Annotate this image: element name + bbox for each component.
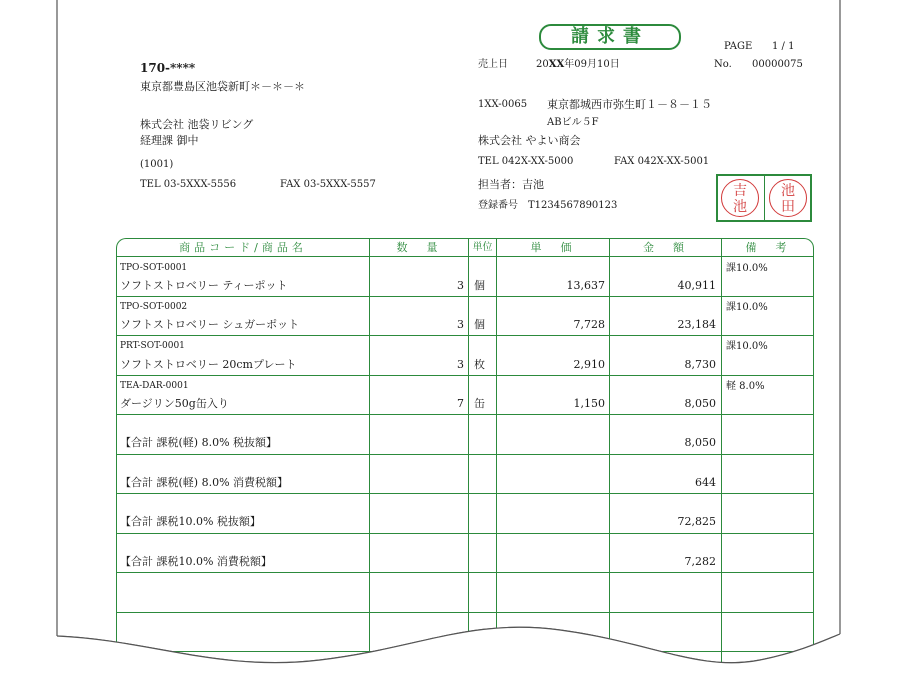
col-divider-note [721, 238, 722, 682]
header-note: 備 考 [745, 241, 791, 254]
sender-registration: 登録番号 T1234567890123 [478, 200, 618, 211]
recipient-tel: TEL 03-5XXX-5556 [140, 179, 237, 190]
row-divider [116, 296, 814, 297]
total-label: 【合計 課税(軽) 8.0% 消費税額】 [120, 476, 289, 489]
invoice-no: 00000075 [752, 59, 803, 70]
item-price: 13,637 [566, 279, 605, 292]
item-unit: 個 [474, 318, 485, 331]
document-title: 請求書 [539, 24, 681, 50]
sale-date-suffix: 年09月10日 [564, 59, 620, 70]
item-code: TPO-SOT-0001 [120, 263, 188, 273]
item-name: ソフトストロベリー 20cmプレート [120, 358, 297, 371]
item-amount: 40,911 [677, 279, 716, 292]
item-price: 2,910 [573, 358, 605, 371]
seal-divider [764, 176, 765, 220]
header-divider [116, 256, 814, 257]
item-name: ソフトストロベリー ティーポット [120, 279, 288, 292]
seal-right [769, 179, 807, 217]
header-qty: 数 量 [396, 241, 442, 254]
item-unit: 缶 [474, 397, 485, 410]
seal-left-char-2: 池 [733, 199, 747, 215]
item-code: TPO-SOT-0002 [120, 302, 188, 312]
recipient-department: 経理課 御中 [140, 134, 199, 147]
item-note: 軽 8.0% [726, 381, 765, 392]
item-note: 課10.0% [726, 341, 768, 352]
row-divider [116, 612, 814, 613]
row-divider [116, 493, 814, 494]
recipient-fax: FAX 03-5XXX-5557 [280, 179, 376, 190]
recipient-company: 株式会社 池袋リビング [140, 118, 254, 131]
row-divider [116, 651, 814, 652]
item-code: TEA-DAR-0001 [120, 381, 189, 391]
sender-address: 東京都城西市弥生町１－８－１５ [547, 98, 712, 111]
item-name: ソフトストロベリー シュガーポット [120, 318, 300, 331]
item-note: 課10.0% [726, 263, 768, 274]
sale-date [536, 58, 620, 71]
item-note: 課10.0% [726, 302, 768, 313]
total-amount: 644 [695, 476, 716, 489]
item-unit: 枚 [474, 358, 485, 371]
header-amount: 金 額 [643, 241, 688, 254]
row-divider [116, 454, 814, 455]
item-qty: 3 [457, 318, 464, 331]
sender-building: ABビル５F [547, 117, 599, 128]
item-amount: 8,050 [684, 397, 716, 410]
item-amount: 23,184 [677, 318, 716, 331]
total-amount: 7,282 [684, 555, 716, 568]
item-price: 1,150 [573, 397, 605, 410]
recipient-address: 東京都豊島区池袋新町＊－＊－＊ [140, 80, 305, 93]
item-qty: 3 [457, 279, 464, 292]
seal-right-char-2: 田 [781, 199, 795, 215]
row-divider [116, 533, 814, 534]
header-product: 商品コード/商品名 [179, 241, 307, 254]
sender-fax: FAX 042X-XX-5001 [614, 156, 710, 167]
total-label: 【合計 課税10.0% 消費税額】 [120, 555, 272, 568]
item-price: 7,728 [573, 318, 605, 331]
total-amount: 8,050 [684, 436, 716, 449]
page-label: PAGE [724, 41, 753, 52]
row-divider [116, 335, 814, 336]
seal-left-char-1: 吉 [733, 183, 747, 199]
item-code: PRT-SOT-0001 [120, 341, 185, 351]
seal-right-char-1: 池 [781, 183, 795, 199]
sender-tel: TEL 042X-XX-5000 [478, 156, 574, 167]
sale-date-prefix: 20 [536, 59, 549, 70]
sale-date-label: 売上日 [478, 59, 508, 70]
item-qty: 3 [457, 358, 464, 371]
invoice-no-label: No. [714, 59, 732, 70]
total-label: 【合計 課税(軽) 8.0% 税抜額】 [120, 436, 278, 449]
header-unit: 単位 [472, 242, 493, 253]
row-divider [116, 414, 814, 415]
seal-left [721, 179, 759, 217]
item-unit: 個 [474, 279, 485, 292]
item-name: ダージリン50g缶入り [120, 397, 229, 410]
recipient-postal: 170-**** [140, 61, 196, 75]
header-price: 単 価 [530, 241, 576, 254]
sender-staff: 担当者：吉池 [478, 178, 544, 191]
item-qty: 7 [457, 397, 464, 410]
col-divider-qty [369, 238, 370, 682]
col-divider-price [496, 238, 497, 682]
sender-company: 株式会社 やよい商会 [478, 134, 581, 147]
sender-postal: 1XX-0065 [478, 99, 528, 110]
page-number: 1 / 1 [772, 41, 795, 52]
recipient-code: (1001) [140, 159, 174, 170]
item-amount: 8,730 [684, 358, 716, 371]
total-amount: 72,825 [677, 515, 716, 528]
row-divider [116, 572, 814, 573]
col-divider-unit [468, 238, 469, 682]
sale-date-xx: XX [548, 59, 565, 70]
row-divider [116, 375, 814, 376]
total-label: 【合計 課税10.0% 税抜額】 [120, 515, 261, 528]
items-table [116, 238, 814, 682]
col-divider-amount [609, 238, 610, 682]
